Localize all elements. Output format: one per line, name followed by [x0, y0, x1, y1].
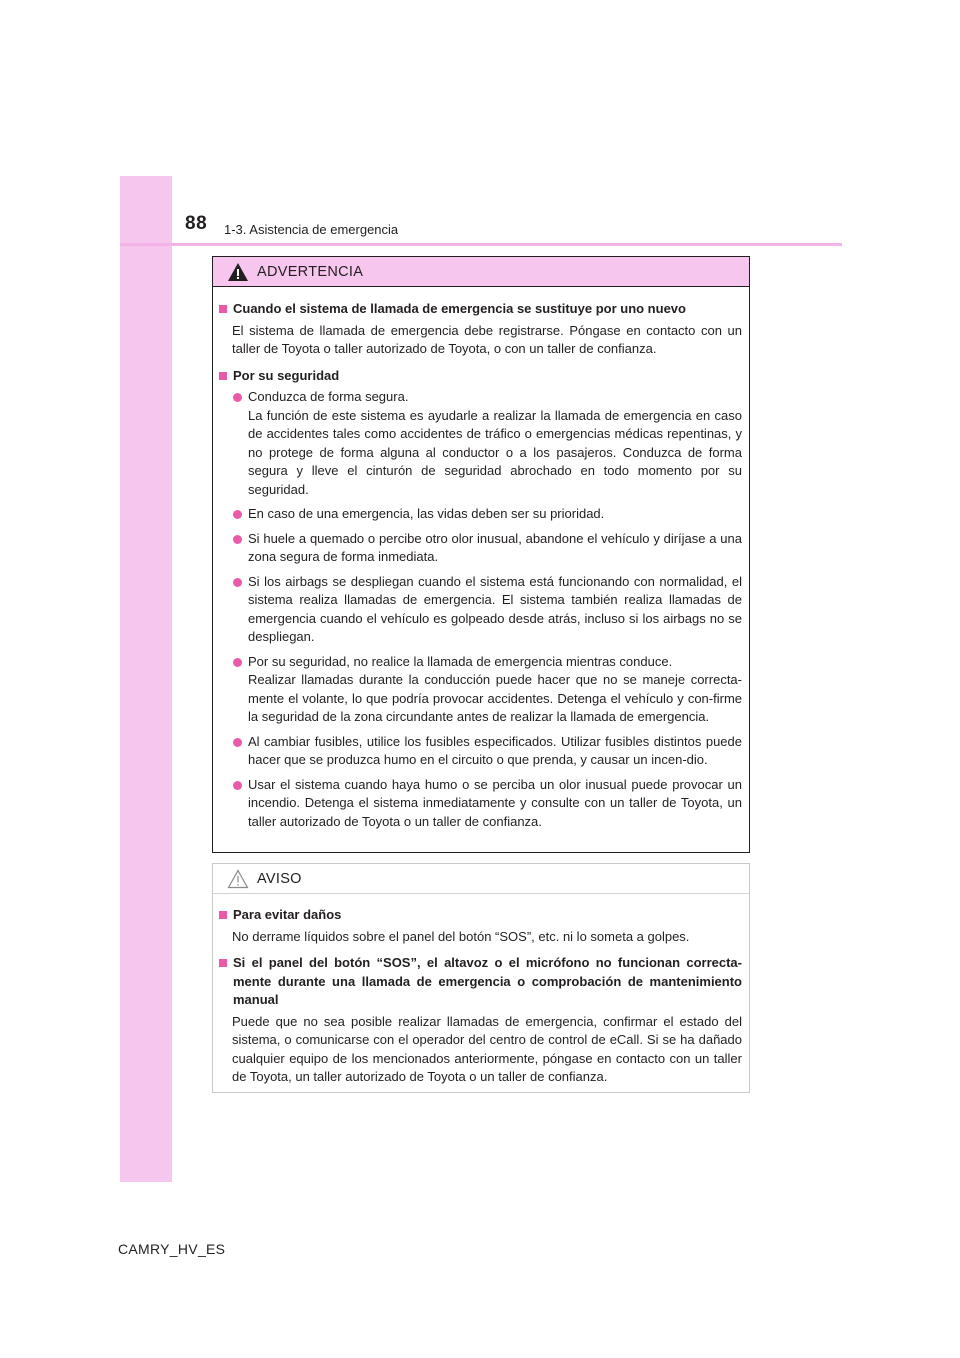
- list-item: Por su seguridad, no realice la llamada de emergencia mientras conduce. Realizar llamadas durante la conducción puede hacer que no se maneje correcta-mente el volante, lo que podría provocar accidentes. Detenga el vehículo y con-firme la seguridad de la zona circundante antes de realizar la llamada de emergencia.: [218, 653, 742, 727]
- circle-bullet-icon: [233, 781, 242, 790]
- square-bullet-icon: [219, 911, 227, 919]
- notice-heading-damage: Para evitar daños: [218, 906, 742, 925]
- list-item: En caso de una emergencia, las vidas deben ser su prioridad.: [218, 505, 742, 524]
- notice-paragraph-damage: No derrame líquidos sobre el panel del botón “SOS”, etc. ni lo someta a golpes.: [232, 928, 690, 944]
- page-number: 88: [185, 213, 208, 234]
- circle-bullet-icon: [233, 510, 242, 519]
- notice-title: AVISO: [257, 870, 302, 887]
- notice-heading-malfunction: Si el panel del botón “SOS”, el altavoz o el micrófono no funcionan correcta-mente durante una llamada de emergencia o comprobación de mantenimiento manual: [218, 954, 742, 1010]
- square-bullet-icon: [219, 305, 227, 313]
- header-rule: [120, 243, 842, 246]
- warning-box: [212, 256, 750, 853]
- square-bullet-icon: [219, 959, 227, 967]
- circle-bullet-icon: [233, 738, 242, 747]
- warning-title: ADVERTENCIA: [257, 263, 364, 280]
- notice-body: [213, 894, 749, 1087]
- notice-paragraph-malfunction: Puede que no sea posible realizar llamadas de emergencia, confirmar el estado del sistema, o comunicarse con el operador del centro de control de eCall. Si se ha dañado cualquier equipo de los mencionados anteriormente, póngase en contacto con un taller de Toyota, un taller autorizado de Toyota o un taller de confianza.: [232, 1013, 742, 1084]
- warning-triangle-icon: [227, 262, 249, 282]
- circle-bullet-icon: [233, 658, 242, 667]
- warning-header: [213, 257, 749, 287]
- list-item: Si huele a quemado o percibe otro olor inusual, abandone el vehículo y diríjase a una zona segura de forma inmediata.: [218, 530, 742, 567]
- warning-heading-safety: Por su seguridad: [218, 367, 742, 386]
- warning-body: [213, 287, 749, 831]
- section-title: 1-3. Asistencia de emergencia: [224, 222, 399, 237]
- list-item: Si los airbags se despliegan cuando el sistema está funcionando con normalidad, el sistema realiza llamadas de emergencia. El sistema también realiza llamadas de emergencia cuando el vehículo es golpeado desde atrás, incluso si los airbags no se despliegan.: [218, 573, 742, 647]
- list-item: Al cambiar fusibles, utilice los fusibles especificados. Utilizar fusibles distintos puede hacer que se produzca humo en el circuito o que prenda, y causar un incen-dio.: [218, 733, 742, 770]
- caution-triangle-icon: [227, 869, 249, 889]
- notice-box: [212, 863, 750, 1093]
- circle-bullet-icon: [233, 535, 242, 544]
- list-item: Usar el sistema cuando haya humo o se perciba un olor inusual puede provocar un incendio. Detenga el sistema inmediatamente y consulte con un taller de Toyota, un taller autorizado de Toyota o un taller de confianza.: [218, 776, 742, 832]
- side-tab-strip: [120, 176, 172, 1182]
- warning-heading-replacement: Cuando el sistema de llamada de emergencia se sustituye por uno nuevo: [218, 300, 742, 319]
- notice-header: [213, 864, 749, 894]
- circle-bullet-icon: [233, 578, 242, 587]
- square-bullet-icon: [219, 372, 227, 380]
- circle-bullet-icon: [233, 393, 242, 402]
- warning-paragraph-replacement: El sistema de llamada de emergencia debe registrarse. Póngase en contacto con un taller de Toyota o taller autorizado de Toyota, o con un taller de confianza.: [232, 322, 742, 356]
- model-code: CAMRY_HV_ES: [118, 1241, 226, 1257]
- list-item: Conduzca de forma segura. La función de este sistema es ayudarle a realizar la llamada de emergencia en caso de accidentes tales como accidentes de tráfico o emergencias médicas repentinas, y no protege de forma alguna al conductor o a los pasajeros. Conduzca de forma segura y lleve el cinturón de seguridad abrochado en todo momento por su seguridad.: [218, 388, 742, 499]
